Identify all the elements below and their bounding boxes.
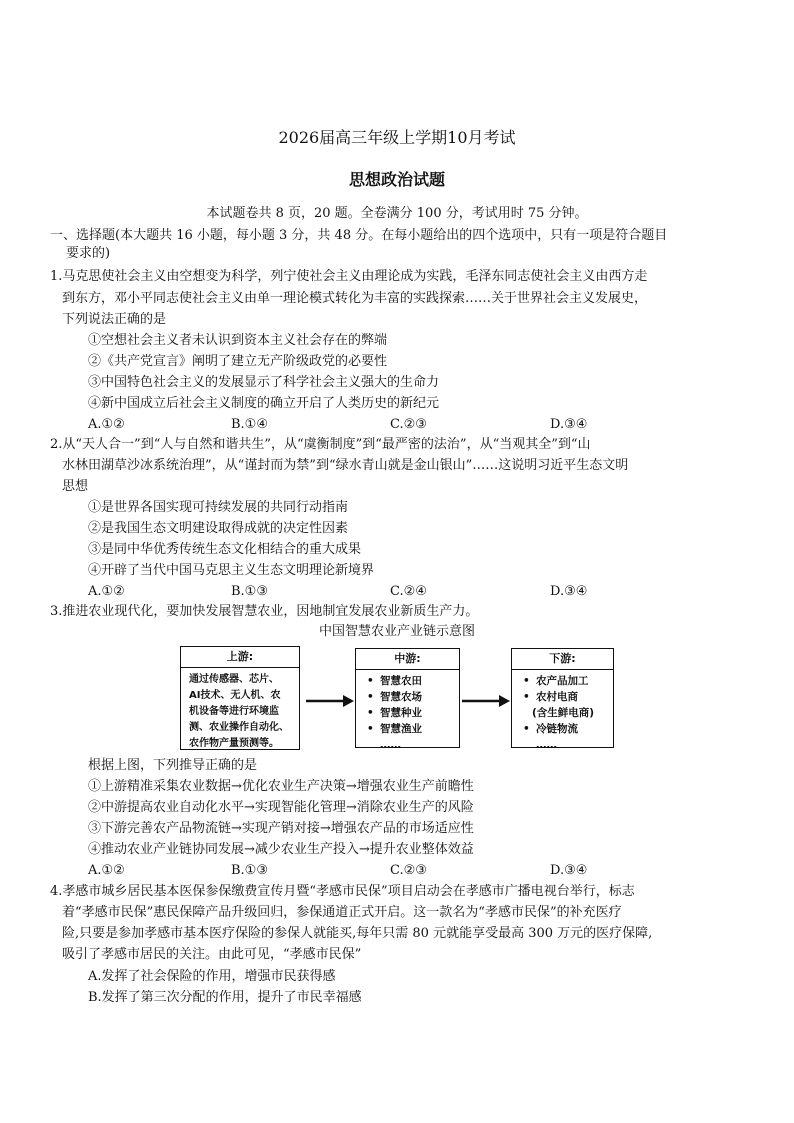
q1-option-a[interactable]: A.①② bbox=[88, 417, 125, 432]
q4-option-b[interactable]: B.发挥了第三次分配的作用，提升了市民幸福感 bbox=[88, 990, 362, 1005]
q3-option-d[interactable]: D.③④ bbox=[550, 863, 588, 878]
q2-option-c[interactable]: C.②④ bbox=[390, 584, 427, 599]
upstream-label: 上游: bbox=[181, 647, 299, 668]
q3-statement-3: ③下游完善农产品物流链→实现产销对接→增强农产品的市场适应性 bbox=[88, 821, 474, 836]
q3-option-b[interactable]: B.①③ bbox=[231, 863, 268, 878]
downstream-item: • 农产品加工 bbox=[523, 675, 589, 687]
q1-statement-1: ①空想社会主义者未认识到资本主义社会存在的弊端 bbox=[88, 333, 388, 348]
midstream-item: • 智慧渔业 bbox=[367, 723, 422, 735]
section-heading-line2: 要求的) bbox=[66, 246, 111, 261]
arrow-icon bbox=[305, 694, 355, 708]
q3-option-a[interactable]: A.①② bbox=[88, 863, 125, 878]
q2-statement-2: ②是我国生态文明建设取得成就的决定性因素 bbox=[88, 521, 349, 536]
q4-stem-line3: 险,只要是参加孝感市基本医疗保险的参保人就能买,每年只需 80 元就能享受最高 300 万元的医疗保障, bbox=[62, 926, 653, 941]
q1-stem-line2: 到东方，邓小平同志使社会主义由单一理论模式转化为丰富的实践探索……关于世界社会主义发展史， bbox=[62, 291, 648, 306]
midstream-item: • 智慧农田 bbox=[367, 675, 422, 687]
downstream-box bbox=[511, 648, 614, 751]
q2-stem-line3: 思想 bbox=[62, 479, 89, 494]
midstream-box bbox=[355, 648, 460, 751]
upstream-text-3: 机设备等进行环境监 bbox=[189, 706, 279, 717]
upstream-text-1: 通过传感器、芯片、 bbox=[189, 674, 279, 685]
downstream-item: • 冷链物流 bbox=[523, 723, 578, 735]
subject-title: 思想政治试题 bbox=[348, 170, 445, 189]
downstream-note: (含生鲜电商) bbox=[532, 707, 595, 719]
q2-statement-3: ③是同中华优秀传统生态文化相结合的重大成果 bbox=[88, 542, 362, 557]
q2-option-a[interactable]: A.①② bbox=[88, 584, 125, 599]
upstream-text-2: AI技术、无人机、农 bbox=[189, 690, 281, 701]
upstream-text-5: 农作物产量预测等。 bbox=[189, 738, 279, 749]
section-heading-line1: 一、选择题(本大题共 16 小题，每小题 3 分，共 48 分。在每小题给出的四个选项中，只有一项是符合题目 bbox=[50, 228, 668, 243]
q1-statement-3: ③中国特色社会主义的发展显示了科学社会主义强大的生命力 bbox=[88, 375, 440, 390]
upstream-text-4: 测、农业操作自动化、 bbox=[189, 722, 289, 733]
arrow-icon bbox=[461, 694, 511, 708]
q2-stem-line2: 水林田湖草沙冰系统治理”，从“谨封而为禁”到“绿水青山就是金山银山”……这说明习近平生态文明 bbox=[62, 458, 629, 473]
q1-stem-line1: 1.马克思使社会主义由空想变为科学，列宁使社会主义由理论成为实践，毛泽东同志使社会主义由西方走 bbox=[50, 269, 648, 284]
q1-statement-2: ②《共产党宣言》阐明了建立无产阶级政党的必要性 bbox=[88, 354, 388, 369]
q4-stem-line2: 着“孝感市民保”惠民保障产品升级回归，参保通道正式开启。这一款名为“孝感市民保”的补充医疗 bbox=[62, 905, 622, 920]
q2-option-b[interactable]: B.①③ bbox=[231, 584, 268, 599]
q3-statement-2: ②中游提高农业自动化水平→实现智能化管理→消除农业生产的风险 bbox=[88, 800, 474, 815]
q3-statement-4: ④推动农业产业链协同发展→减少农业生产投入→提升农业整体效益 bbox=[88, 842, 474, 857]
q1-option-c[interactable]: C.②③ bbox=[390, 417, 427, 432]
q3-statement-1: ①上游精准采集农业数据→优化农业生产决策→增强农业生产前瞻性 bbox=[88, 779, 474, 794]
q3-stem: 3.推进农业现代化，要加快发展智慧农业，因地制宜发展农业新质生产力。 bbox=[50, 604, 479, 619]
downstream-label: 下游: bbox=[512, 649, 613, 670]
q2-statement-1: ①是世界各国实现可持续发展的共同行动指南 bbox=[88, 500, 349, 515]
midstream-more: …… bbox=[380, 739, 401, 751]
q1-option-b[interactable]: B.①④ bbox=[231, 417, 268, 432]
diagram-title: 中国智慧农业产业链示意图 bbox=[318, 624, 475, 639]
q4-option-a[interactable]: A.发挥了社会保险的作用，增强市民获得感 bbox=[88, 969, 336, 984]
midstream-item: • 智慧种业 bbox=[367, 707, 422, 719]
q2-statement-4: ④开辟了当代中国马克思主义生态文明理论新境界 bbox=[88, 563, 375, 578]
q4-stem-line1: 4.孝感市城乡居民基本医保参保缴费宣传月暨“孝感市民保”项目启动会在孝感市广播电视台举行，标志 bbox=[50, 884, 635, 899]
q4-stem-line4: 吸引了孝感市居民的关注。由此可见，“孝感市民保” bbox=[62, 947, 362, 962]
exam-title: 2026届高三年级上学期10月考试 bbox=[278, 128, 516, 147]
upstream-box bbox=[180, 646, 300, 750]
downstream-item: • 农村电商 bbox=[523, 691, 578, 703]
q3-prompt: 根据上图，下列推导正确的是 bbox=[88, 758, 258, 773]
midstream-item: • 智慧农场 bbox=[367, 691, 422, 703]
q1-stem-line3: 下列说法正确的是 bbox=[62, 312, 167, 327]
q3-option-c[interactable]: C.②③ bbox=[390, 863, 427, 878]
downstream-more: …… bbox=[536, 739, 557, 751]
q1-statement-4: ④新中国成立后社会主义制度的确立开启了人类历史的新纪元 bbox=[88, 396, 440, 411]
q1-option-d[interactable]: D.③④ bbox=[550, 417, 588, 432]
midstream-label: 中游: bbox=[356, 649, 459, 670]
exam-info: 本试题卷共 8 页，20 题。全卷满分 100 分，考试用时 75 分钟。 bbox=[206, 206, 588, 221]
q2-stem-line1: 2.从“天人合一”到“人与自然和谐共生”，从“虞衡制度”到“最严密的法治”，从“当观其全”到“山 bbox=[50, 437, 591, 452]
q2-option-d[interactable]: D.③④ bbox=[550, 584, 588, 599]
